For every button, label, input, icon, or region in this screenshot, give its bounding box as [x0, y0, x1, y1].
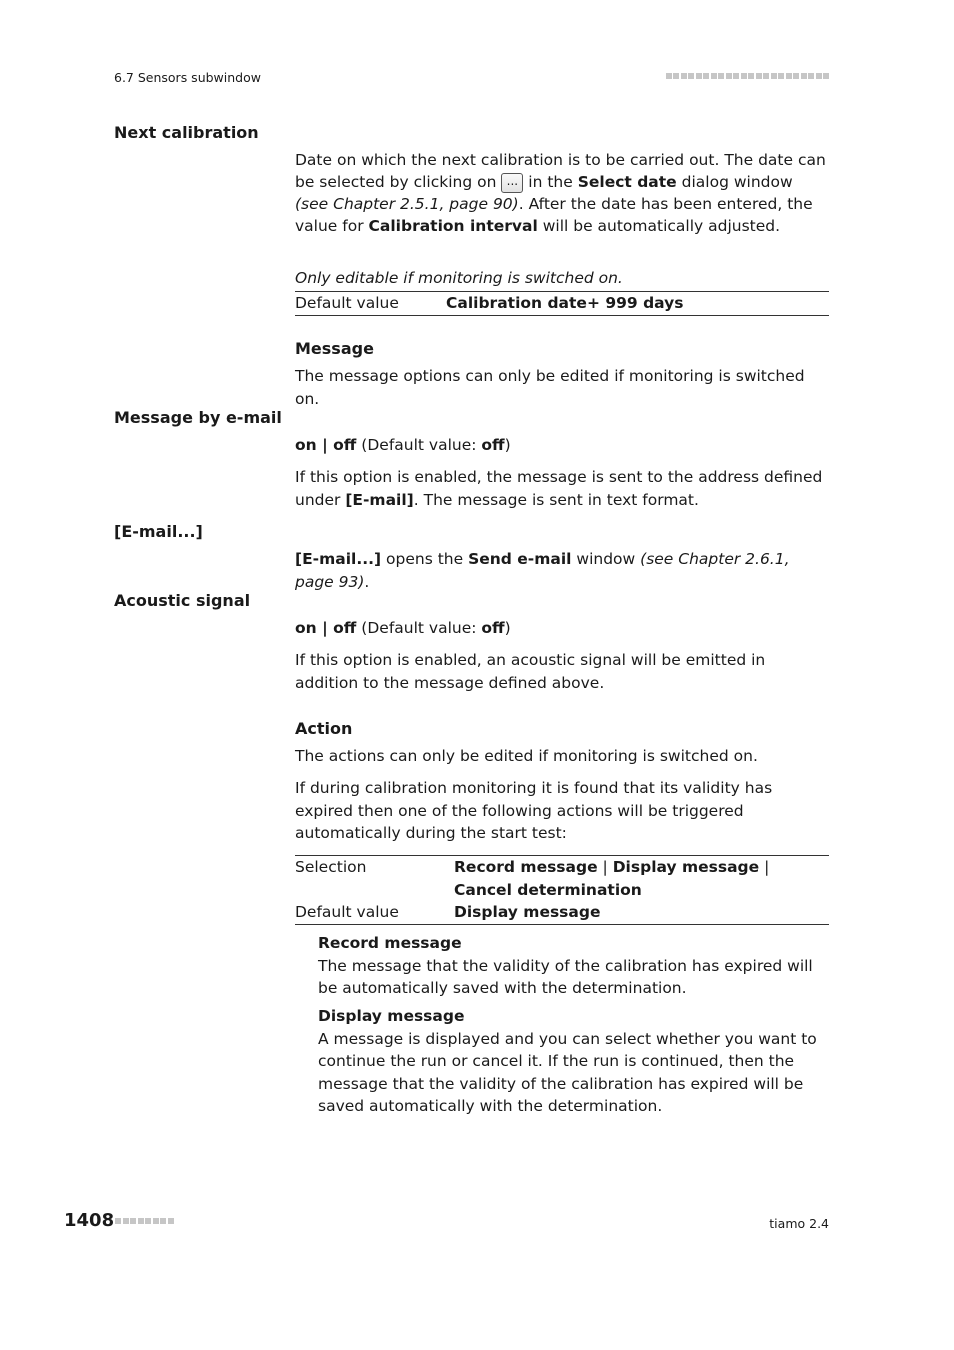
running-header-section: 6.7 Sensors subwindow [114, 70, 261, 85]
next-calibration-description: Date on which the next calibration is to be carried out. The date can be selected by clicking on ... in the Select date dialog window (see Chapter 2.5.1, page 90). After the date has been entered, the value for Calibration interval will be automatically adjusted. [295, 151, 826, 235]
selection-values: Record message | Display message | Cancel determination [454, 858, 770, 899]
default-value-label: Default value [295, 903, 399, 921]
email-button-description: [E-mail...] opens the Send e-mail window (see Chapter 2.6.1, page 93). [295, 550, 790, 591]
record-message-block [318, 932, 823, 1000]
record-message-title: Record message [318, 934, 462, 952]
display-message-title: Display message [318, 1007, 465, 1025]
footer-decoration [115, 1218, 174, 1224]
default-value: Display message [454, 903, 601, 921]
table-row [295, 901, 829, 924]
term-email-button: [E-mail...] [114, 522, 203, 541]
footer-product: tiamo 2.4 [769, 1216, 829, 1231]
default-value: Calibration date+ 999 days [446, 294, 684, 312]
display-message-block [318, 1005, 823, 1118]
term-next-calibration: Next calibration [114, 123, 259, 142]
header-decoration [666, 73, 830, 79]
chapter-reference: (see Chapter 2.5.1, page 90) [295, 195, 519, 213]
ellipsis-button-icon: ... [501, 173, 523, 193]
acoustic-options: on | off (Default value: off) [295, 619, 511, 637]
acoustic-description: If this option is enabled, an acoustic signal will be emitted in addition to the message defined above. [295, 651, 766, 692]
next-calibration-note: Only editable if monitoring is switched on. [295, 269, 623, 287]
default-value-label: Default value [295, 294, 399, 312]
term-message-by-email: Message by e-mail [114, 408, 282, 427]
action-parameter-table [295, 855, 829, 925]
heading-message: Message [295, 339, 374, 358]
term-acoustic-signal: Acoustic signal [114, 591, 251, 610]
selection-label: Selection [295, 858, 367, 876]
display-message-text: A message is displayed and you can select whether you want to continue the run or cancel it. If the run is continued, then the message that the validity of the calibration has expired will be saved automatically with the determination. [318, 1029, 817, 1115]
heading-action: Action [295, 719, 353, 738]
action-description-1: The actions can only be edited if monitoring is switched on. [295, 747, 758, 765]
next-calibration-default-table [295, 291, 829, 316]
chapter-reference: (see Chapter 2.6.1, page 93) [295, 550, 790, 591]
message-email-description: If this option is enabled, the message is sent to the address defined under [E-mail]. The message is sent in text format. [295, 468, 823, 509]
message-email-options: on | off (Default value: off) [295, 436, 511, 454]
message-description: The message options can only be edited if monitoring is switched on. [295, 367, 805, 408]
page-number: 1408 [64, 1210, 115, 1231]
record-message-text: The message that the validity of the calibration has expired will be automatically saved with the determination. [318, 956, 813, 997]
action-description-2: If during calibration monitoring it is found that its validity has expired then one of the following actions will be triggered automatically during the start test: [295, 779, 773, 842]
table-row [295, 856, 829, 901]
